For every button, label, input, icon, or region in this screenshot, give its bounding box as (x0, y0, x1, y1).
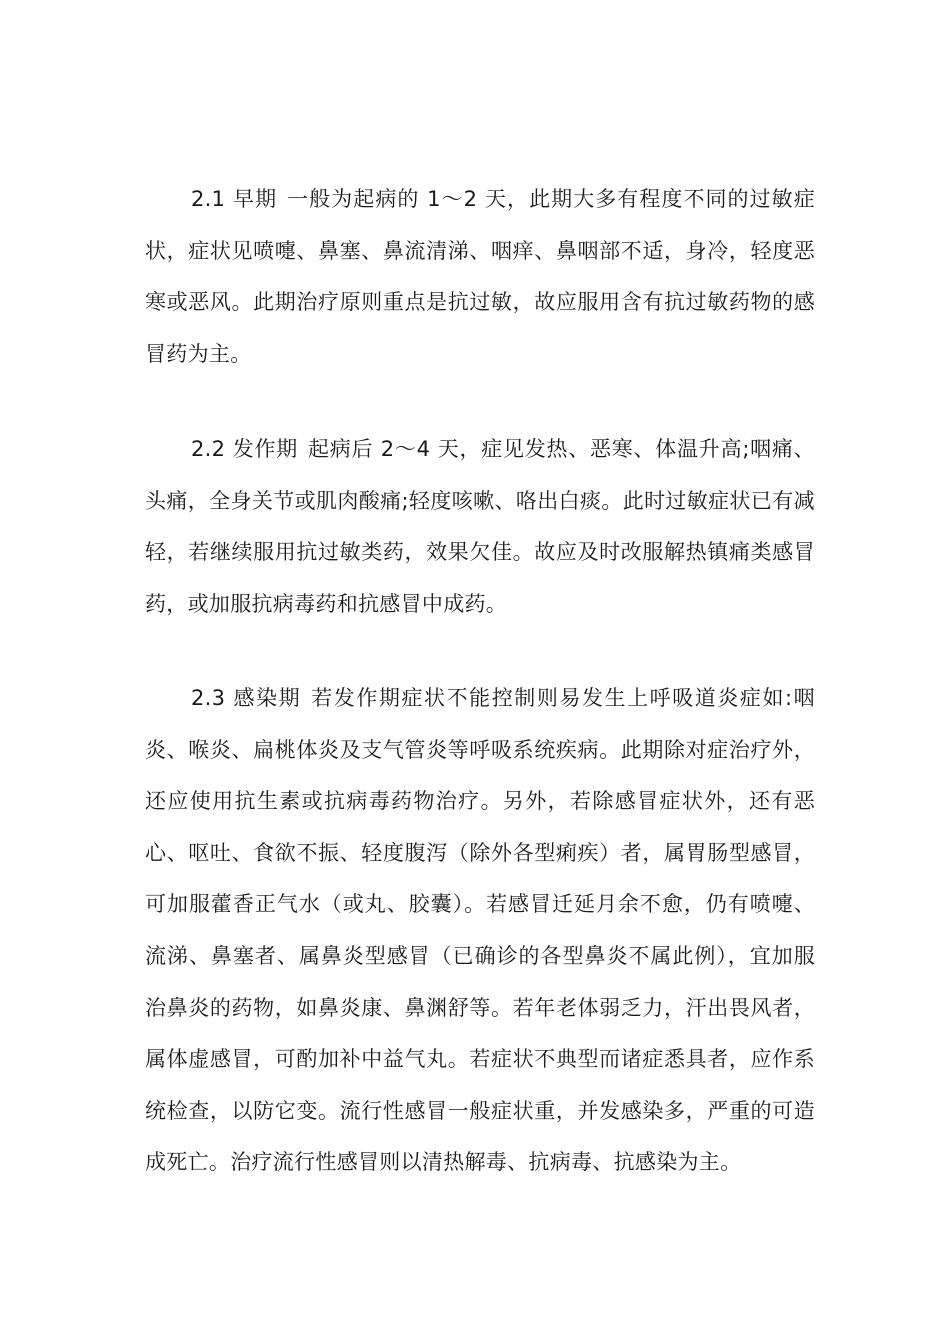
section-body: 若发作期症状不能控制则易发生上呼吸道炎症如:咽炎、喉炎、扁桃体炎及支气管炎等呼吸系统疾病。此期除对症治疗外，还应使用抗生素或抗病毒药物治疗。另外，若除感冒症状外，还有恶心、呕吐、食欲不振、轻度腹泻（除外各型痢疾）者，属胃肠型感冒，可加服藿香正气水（或丸、胶囊）。若感冒迁延月余不愈，仍有喷嚏、流涕、鼻塞者、属鼻炎型感冒（已确诊的各型鼻炎不属此例），宜加服治鼻炎的药物，如鼻炎康、鼻渊舒等。若年老体弱乏力，汗出畏风者，属体虚感冒，可酌加补中益气丸。若症状不典型而诸症悉具者，应作系统检查，以防它变。流行性感冒一般症状重，并发感染多，严重的可造成死亡。治疗流行性感冒则以清热解毒、抗病毒、抗感染为主。 (145, 686, 815, 1175)
section-body: 一般为起病的 1～2 天，此期大多有程度不同的过敏症状，症状见喷嚏、鼻塞、鼻流清涕、咽痒、鼻咽部不适，身冷，轻度恶寒或恶风。此期治疗原则重点是抗过敏，故应服用含有抗过敏药物的感冒药为主。 (145, 187, 815, 366)
section-onset-stage (145, 424, 815, 630)
section-heading: 2.1 早期 (191, 187, 278, 211)
section-heading: 2.3 感染期 (191, 686, 302, 710)
section-heading: 2.2 发作期 (191, 437, 299, 461)
section-early-stage (145, 174, 815, 380)
section-infection-stage (145, 673, 815, 1189)
section-body: 起病后 2～4 天，症见发热、恶寒、体温升高;咽痛、头痛，全身关节或肌肉酸痛;轻度咳嗽、咯出白痰。此时过敏症状已有减轻，若继续服用抗过敏类药，效果欠佳。故应及时改服解热镇痛类感冒药，或加服抗病毒药和抗感冒中成药。 (145, 437, 815, 616)
